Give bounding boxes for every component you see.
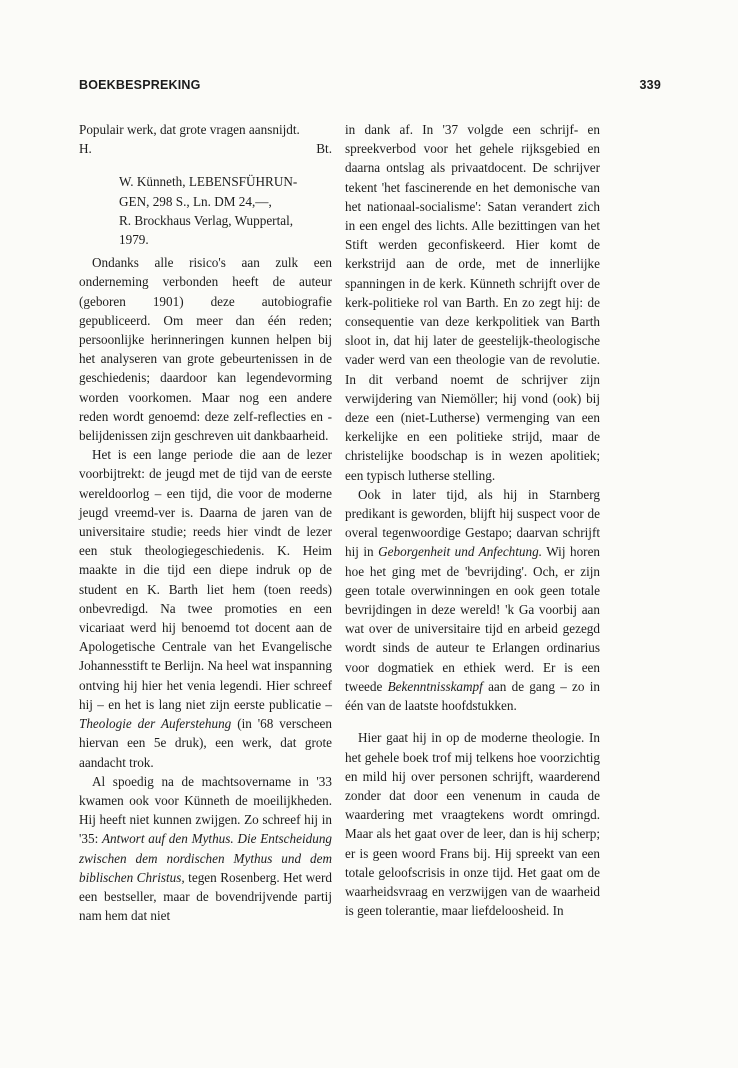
paragraph-text: Het is een lange periode die aan de lezer voorbijtrekt: de jeugd met de tijd van de eerste wereldoorlog – een tijd, die voor de moderne jeugd vreemd-ver is. Daarna de jaren van de universitaire studie; reeds hier vindt de lezer een stuk theologiegeschiedenis. K. Heim maakte in die tijd een diepe indruk op de student en K. Barth liet hem (toen reeds) onbevredigd. Na twee promoties en een vicariaat werd hij benoemd tot docent aan de Apologetische Centrale van het Evangelische Johannesstift te Berlijn. Na heel wat inspanning ontving hij hier het venia legendi. Hier schreef hij – en het is lang niet zijn eerste publicatie – — [79, 447, 332, 712]
book-reference-line: R. Brockhaus Verlag, Wuppertal, — [119, 212, 294, 228]
book-reference — [119, 172, 332, 249]
right-column — [345, 120, 600, 920]
left-column — [79, 120, 332, 925]
book-title: Theologie der Auferstehung — [79, 716, 232, 732]
paragraph-text: tegen Rosenberg. Het werd een bestseller, maar de bovendrijvende partij nam hem dat niet — [79, 869, 333, 924]
paragraph — [79, 445, 332, 771]
paragraph — [79, 772, 332, 926]
page-number: 339 — [639, 78, 661, 92]
book-title: Bekenntnisskampf — [387, 678, 483, 694]
paragraph: in dank af. In '37 volgde een schrijf- en spreekverbod voor het gehele rijksgebied en daarna ontslag als privaatdocent. De schrijver tekent 'het fascinerende en het demonische van het nationaal-socialisme': Satan verandert zich in een engel des lichts. Alle bezittingen van het Stift werden geconfiskeerd. Hier komt de kerkstrijd aan de orde, met de innerlijke spanningen in de kerk. Künneth schrijft over de kerk-politieke rol van Barth. En zo zegt hij: de consequentie van deze kerkpolitiek van Barth sloot in, dat hij later de geestelijk-theologische vader werd van een theologie van de revolutie. In dit verband noemt de schrijver zijn verwijdering van Niemöller; hij vond (ook) bij deze een (niet-Lutherse) vermenging van een kerkelijke en een politieke strijd, maar de christelijke boodschap is in wezen apolitiek; een typisch lutherse stelling. — [345, 122, 600, 483]
paragraph: Hier gaat hij in op de moderne theologie. In het gehele boek trof mij telkens hoe voorzichtig en mild hij over personen schrijft, waarderend zonder dat door een venenum in cauda de waardering met vraagtekens wordt omringd. Maar als het gaat over de leer, dan is hij scherp; er is geen woord Frans bij. Hij spreekt van een totale geloofscrisis in onze tijd. Het gaat om de waarheidsvraag en verzwijgen van de waarheid is geen tolerantie, maar liefdeloosheid. In — [345, 730, 600, 919]
book-title: Geborgenheit und Anfechtung. — [378, 544, 543, 560]
book-reference-line: 1979. — [119, 232, 149, 248]
book-reference-line: W. Künneth, LEBENSFÜHRUN- — [119, 174, 298, 190]
book-title: Antwort auf den Mythus. Die Entscheidung zwischen dem nordischen Mythus und dem biblischen Christus, — [79, 831, 333, 885]
paragraph-text: Wij horen hoe het ging met de 'bevrijding'. Och, er zijn geen totale overwinningen en ook geen totale bevrijdingen in deze wereld! 'k Ga voorbij aan wat over de universitaire tijd en arbeid gezegd wordt sinds de auteur te Erlangen ordinarius voor dogmatiek en ethiek werd. Er is een tweede — [345, 544, 601, 694]
paragraph-text: (in '68 verscheen hiervan een 5e druk), een werk, dat grote aandacht trok. — [79, 716, 332, 770]
paragraph-gap — [345, 715, 600, 728]
reviewer-code: Bt. — [316, 141, 332, 157]
paragraph-text: aan de gang – zo in één van de laatste hoofdstukken. — [345, 678, 600, 714]
paragraph: Ondanks alle risico's aan zulk een onderneming verbonden heeft de auteur (geboren 1901) deze autobiografie gepubliceerd. Om meer dan één reden; persoonlijke herinneringen kunnen helpen bij het analyseren van grote gebeurtenissen in de geschiedenis; daardoor kan legendevorming worden voorkomen. Maar nog een andere reden wordt genoemd: deze zelf-reflecties en -belijdenissen zijn geschreven uit dankbaarheid. — [79, 255, 332, 444]
paragraph — [345, 485, 600, 715]
intro-text: Populair werk, dat grote vragen aansnijdt. — [79, 122, 300, 137]
reviewer-initial: H. — [79, 141, 92, 157]
running-title: BOEKBESPREKING — [79, 78, 201, 92]
paragraph-text: Ook in later tijd, als hij in Starnberg predikant is geworden, blijft hij suspect voor de overal tegenwoordige Gestapo; daarvan schrijft hij in — [345, 486, 600, 560]
paragraph-text: Al spoedig na de machtsovername in '33 kwamen ook voor Künneth de moeilijkheden. Hij heeft niet kunnen zwijgen. Zo schreef hij in '35: — [79, 773, 332, 847]
book-reference-line: GEN, 298 S., Ln. DM 24,—, — [119, 193, 272, 209]
reviewer-signature — [79, 139, 332, 158]
